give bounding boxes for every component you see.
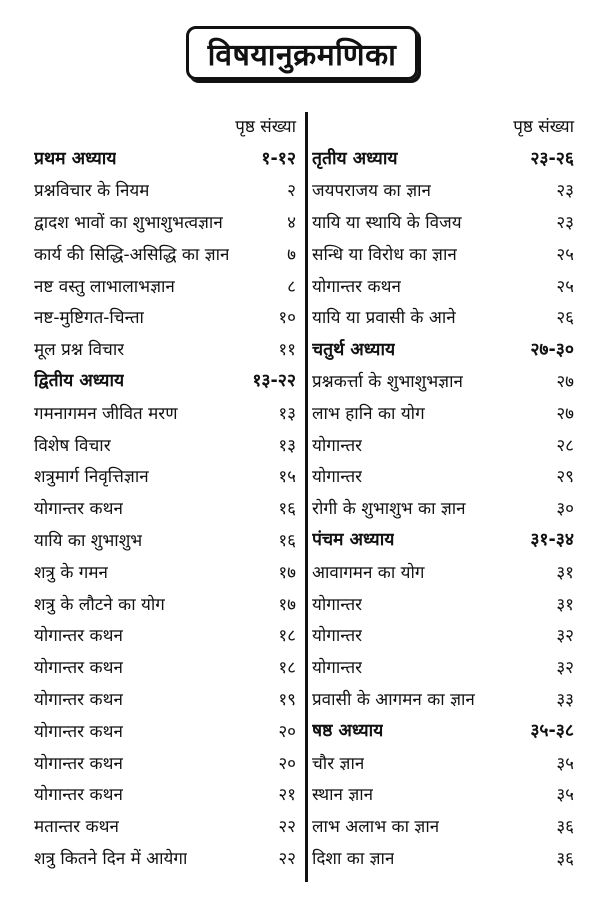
toc-entry [34,778,302,810]
entry-page-number: १३ [278,435,296,456]
entry-title: प्रवासी के आगमन का ज्ञान [312,689,475,710]
chapter-title: पंचम अध्याय [312,530,395,551]
entry-page-number: १८ [278,626,296,647]
entry-title: शत्रुमार्ग निवृत्तिज्ञान [34,467,149,488]
entry-page-number: ३१ [556,594,574,615]
entry-title: प्रश्नकर्त्ता के शुभाशुभज्ञान [312,371,463,392]
toc-entry [312,174,580,206]
entry-page-number: १६ [278,499,296,520]
toc-entry [34,174,302,206]
entry-page-number: ३५ [556,753,574,774]
chapter-title: चतुर्थ अध्याय [312,339,396,360]
entry-title: जयपराजय का ज्ञान [312,181,431,202]
toc-entry [34,619,302,651]
entry-title: योगान्तर कथन [34,721,123,742]
toc-entry [312,555,580,587]
toc-entry [312,492,580,524]
entry-title: गमनागमन जीवित मरण [34,403,178,424]
entry-page-number: १६ [278,530,296,551]
entry-title: योगान्तर [312,658,363,679]
entry-page-number: २० [278,721,296,742]
entry-title: यायि या प्रवासी के आने [312,308,456,329]
entry-title: रोगी के शुभाशुभ का ज्ञान [312,499,466,520]
entry-page-number: २२ [278,848,296,869]
entry-page-number: २० [278,753,296,774]
toc-right-column [312,112,580,873]
toc-entry [34,714,302,746]
toc-entry [312,460,580,492]
toc-entry [34,460,302,492]
toc-entry [34,301,302,333]
toc-entry [312,651,580,683]
entry-title: योगान्तर कथन [34,785,123,806]
entry-title: योगान्तर कथन [34,753,123,774]
entry-title: कार्य की सिद्धि-असिद्धि का ज्ञान [34,244,230,265]
toc-entry [34,683,302,715]
entry-page-number: २९ [556,467,574,488]
entry-page-number: ३६ [556,848,574,869]
entry-title: नष्ट वस्तु लाभालाभज्ञान [34,276,175,297]
entry-title: आवागमन का योग [312,562,425,583]
entry-title: सन्धि या विरोध का ज्ञान [312,244,457,265]
toc-entry [34,492,302,524]
chapter-heading [312,714,580,746]
entry-page-number: ७ [287,244,296,265]
chapter-title: तृतीय अध्याय [312,148,398,169]
entry-page-number: ३२ [556,626,574,647]
toc-entry [312,365,580,397]
entry-page-number: ४ [287,212,296,233]
entry-page-number: १३ [278,403,296,424]
entry-title: लाभ अलाभ का ज्ञान [312,817,440,838]
toc-list-right [312,142,580,873]
chapter-title: षष्ठ अध्याय [312,721,384,742]
entry-page-number: १५ [278,467,296,488]
entry-title: योगान्तर कथन [34,499,123,520]
entry-page-number: २१ [278,785,296,806]
toc-entry [312,396,580,428]
toc-entry [312,206,580,238]
entry-page-number: २७ [556,403,574,424]
chapter-page-range: ३१-३४ [530,530,574,551]
entry-title: नष्ट-मुष्टिगत-चिन्ता [34,308,144,329]
entry-title: शत्रु कितने दिन में आयेगा [34,848,188,869]
chapter-heading [34,142,302,174]
chapter-title: द्वितीय अध्याय [34,371,125,392]
toc-entry [34,428,302,460]
entry-title: विशेष विचार [34,435,111,456]
toc-entry [312,587,580,619]
entry-title: योगान्तर कथन [34,626,123,647]
entry-title: प्रश्नविचार के नियम [34,181,150,202]
toc-entry [34,396,302,428]
entry-page-number: १७ [278,594,296,615]
entry-page-number: २२ [278,817,296,838]
entry-title: स्थान ज्ञान [312,785,374,806]
entry-page-number: १७ [278,562,296,583]
toc-entry [312,842,580,874]
chapter-title: प्रथम अध्याय [34,148,117,169]
toc-entry [34,651,302,683]
page-title: विषयानुक्रमणिका [186,26,418,80]
entry-title: शत्रु के गमन [34,562,108,583]
entry-title: मूल प्रश्न विचार [34,340,125,361]
entry-page-number: २३ [556,181,574,202]
entry-title: शत्रु के लौटने का योग [34,594,165,615]
entry-title: योगान्तर [312,467,363,488]
chapter-heading [312,333,580,365]
entry-title: मतान्तर कथन [34,817,119,838]
entry-title: यायि या स्थायि के विजय [312,212,462,233]
entry-title: योगान्तर कथन [312,276,401,297]
entry-title: योगान्तर [312,594,363,615]
chapter-page-range: २३-२६ [530,148,574,169]
toc-left-column [34,112,302,873]
entry-title: यायि का शुभाशुभ [34,530,143,551]
toc-entry [312,237,580,269]
page-number-header: पृष्ठ संख्या [235,117,296,137]
toc-entry [34,237,302,269]
entry-page-number: ३६ [556,817,574,838]
toc-entry [312,746,580,778]
chapter-heading [34,365,302,397]
chapter-heading [312,524,580,556]
entry-title: योगान्तर कथन [34,689,123,710]
toc-entry [34,206,302,238]
entry-page-number: २८ [556,435,574,456]
entry-page-number: ११ [278,340,296,361]
entry-title: योगान्तर [312,626,363,647]
toc-entry [312,810,580,842]
entry-page-number: १९ [278,689,296,710]
entry-page-number: ३२ [556,658,574,679]
entry-page-number: ३० [556,499,574,520]
entry-title: योगान्तर [312,435,363,456]
chapter-heading [312,142,580,174]
entry-title: योगान्तर कथन [34,658,123,679]
entry-title: लाभ हानि का योग [312,403,425,424]
entry-page-number: १८ [278,658,296,679]
entry-page-number: २५ [556,244,574,265]
entry-title: चौर ज्ञान [312,753,365,774]
column-divider [305,112,308,882]
toc-entry [312,269,580,301]
entry-title: द्वादश भावों का शुभाशुभत्वज्ञान [34,212,223,233]
chapter-page-range: १-१२ [261,148,296,169]
page-number-header: पृष्ठ संख्या [513,117,574,137]
toc-entry [34,555,302,587]
entry-page-number: १० [278,308,296,329]
toc-entry [34,587,302,619]
toc-entry [312,301,580,333]
toc-entry [34,810,302,842]
entry-page-number: ३१ [556,562,574,583]
entry-page-number: ३५ [556,785,574,806]
toc-entry [312,778,580,810]
toc-entry [312,619,580,651]
entry-page-number: २ [287,181,296,202]
toc-entry [312,428,580,460]
toc-entry [312,683,580,715]
entry-page-number: २३ [556,212,574,233]
entry-page-number: २६ [556,308,574,329]
toc-list-left [34,142,302,873]
chapter-page-range: २७-३० [530,339,574,360]
toc-entry [34,842,302,874]
toc-entry [34,333,302,365]
entry-page-number: ३३ [556,689,574,710]
toc-entry [34,746,302,778]
entry-page-number: ८ [287,276,296,297]
entry-title: दिशा का ज्ञान [312,848,395,869]
chapter-page-range: ३५-३८ [530,721,574,742]
entry-page-number: २७ [556,371,574,392]
entry-page-number: २५ [556,276,574,297]
toc-entry [34,524,302,556]
toc-entry [34,269,302,301]
chapter-page-range: १३-२२ [252,371,296,392]
